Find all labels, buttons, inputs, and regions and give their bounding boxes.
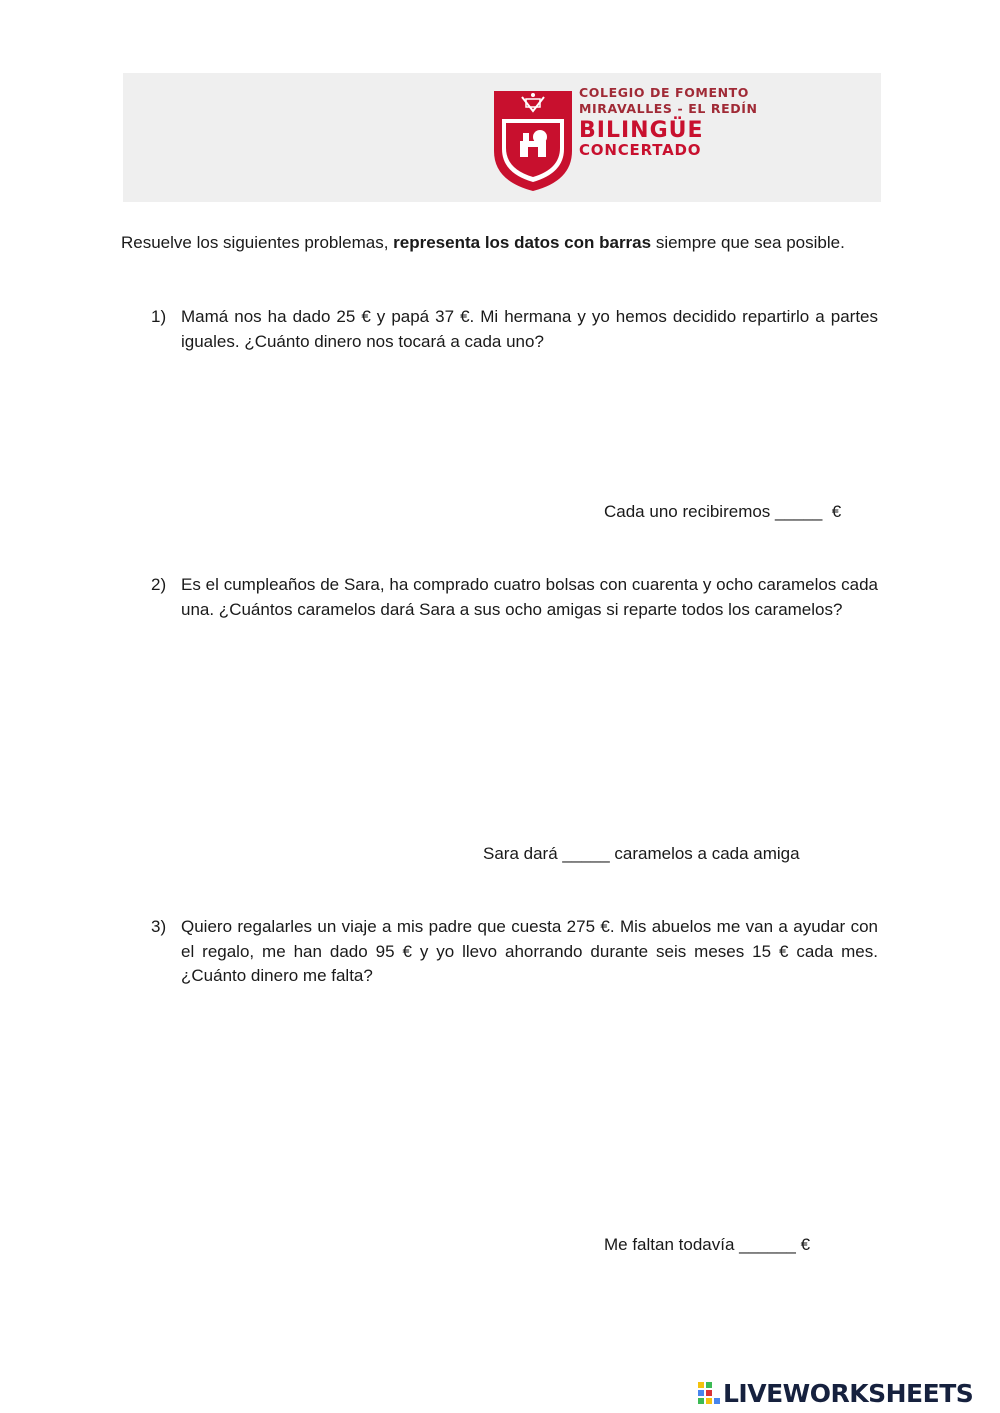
school-type-label: CONCERTADO	[579, 141, 702, 159]
problem-3-answer: Me faltan todavía ______ €	[604, 1235, 811, 1254]
instructions-part2: siempre que sea posible.	[651, 233, 845, 252]
header-banner	[123, 73, 881, 202]
instructions-part1: Resuelve los siguientes problemas,	[121, 233, 394, 252]
school-name-line1: COLEGIO DE FOMENTO	[579, 85, 750, 100]
school-name	[579, 87, 758, 158]
problem-2-text: Es el cumpleaños de Sara, ha comprado cuatro bolsas con cuarenta y ocho caramelos cada una. ¿Cuántos caramelos dará Sara a sus ocho amigas si reparte todos los caramelos?	[181, 575, 878, 619]
problem-2-answer: Sara dará _____ caramelos a cada amiga	[483, 844, 800, 863]
problem-2-number: 2)	[151, 575, 167, 594]
problem-3-number: 3)	[151, 917, 167, 936]
liveworksheets-icon	[697, 1381, 721, 1407]
liveworksheets-text: LIVEWORKSHEETS	[723, 1379, 974, 1408]
school-crest-icon	[492, 89, 574, 193]
problem-1-answer: Cada uno recibiremos _____ €	[604, 502, 842, 521]
problem-1-text: Mamá nos ha dado 25 € y papá 37 €. Mi hermana y yo hemos decidido repartirlo a partes iguales. ¿Cuánto dinero nos tocará a cada uno?	[181, 307, 878, 351]
instructions	[121, 231, 861, 256]
school-bilingual-label: BILINGÜE	[579, 118, 704, 143]
instructions-bold: representa los datos con barras	[393, 233, 652, 252]
problem-1-number: 1)	[151, 307, 167, 326]
liveworksheets-logo	[697, 1381, 973, 1407]
problem-3-text: Quiero regalarles un viaje a mis padre que cuesta 275 €. Mis abuelos me van a ayudar con el regalo, me han dado 95 € y yo llevo ahorrando durante seis meses 15 € cada mes. ¿Cuánto dinero me falta?	[181, 917, 878, 985]
school-name-line2: MIRAVALLES - EL REDÍN	[579, 100, 758, 116]
